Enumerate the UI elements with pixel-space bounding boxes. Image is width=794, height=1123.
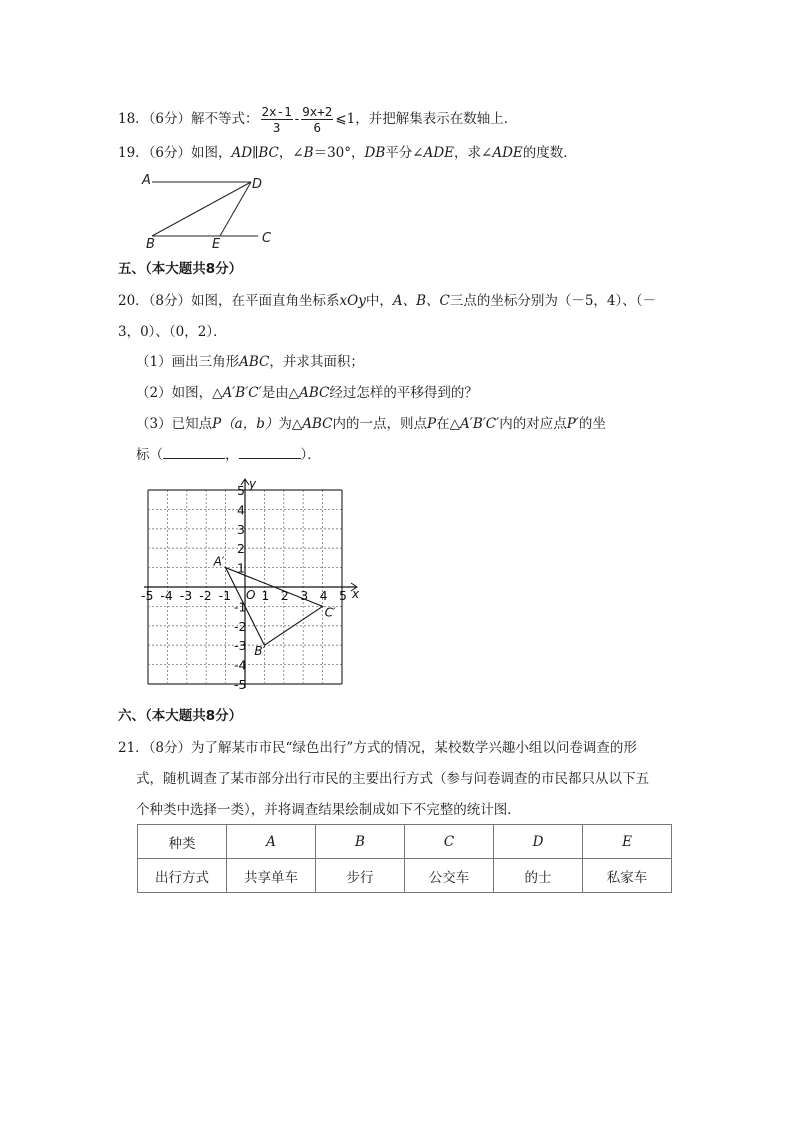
x-axis-label: x <box>352 587 360 601</box>
q20-abc: ABC <box>302 416 333 432</box>
x-tick-label: 1 <box>261 588 270 603</box>
point-label-a: A <box>142 173 151 188</box>
q20-text: （1）画出三角形 <box>136 354 240 370</box>
q20-text: 标（ <box>136 447 163 463</box>
q18-leq: ⩽1 <box>335 111 356 127</box>
q18-prefix: 18．（6分）解不等式： <box>118 111 259 127</box>
q20-text: 在△ <box>436 416 460 432</box>
q20-abc: ABC <box>299 385 330 401</box>
q20-part-3-answer <box>136 445 321 465</box>
coordinate-grid <box>140 478 362 692</box>
table-cell: 步行 <box>316 859 405 893</box>
y-tick-label: -5 <box>234 677 247 692</box>
x-tick-label: 2 <box>280 588 289 603</box>
fraction-2-denominator: 6 <box>313 120 322 135</box>
table-cell: E <box>583 825 672 859</box>
y-tick-label: 5 <box>237 483 245 498</box>
table-row <box>138 825 672 859</box>
table-cell: 的士 <box>494 859 583 893</box>
point-label-e: E <box>212 237 221 252</box>
segment-bd <box>152 182 251 236</box>
q20-abc: ABC <box>239 354 270 370</box>
q19-text: 19．（6分）如图， <box>118 145 232 161</box>
q19-angle-b: B <box>303 145 314 161</box>
table-cell: 公交车 <box>405 859 494 893</box>
q18-minus: - <box>294 111 300 127</box>
table-cell: A <box>227 825 316 859</box>
q20-part-3 <box>136 414 606 434</box>
table-cell: 出行方式 <box>138 859 227 893</box>
fraction-1-numerator: 2x-1 <box>261 104 292 119</box>
y-tick-label: -1 <box>234 599 247 615</box>
q20-p-prime: P′ <box>566 416 579 432</box>
fraction-1-denominator: 3 <box>272 120 281 135</box>
question-21-line-1: 21．（8分）为了解某市市民“绿色出行”方式的情况，某校数学兴趣小组以问卷调查的形 <box>118 740 637 756</box>
x-tick-label: -5 <box>141 588 154 603</box>
q19-parallel: AD∥BC <box>231 145 279 161</box>
q20-text: 为△ <box>278 416 303 432</box>
q20-point-p: P（a，b） <box>212 416 279 432</box>
q19-ade: ADE <box>492 145 523 161</box>
fraction-2-numerator: 9x+2 <box>302 104 333 119</box>
question-21-line-2: 式，随机调查了某市部分出行市民的主要出行方式（参与问卷调查的市民都只从以下五 <box>136 771 649 787</box>
y-tick-label: 3 <box>237 521 245 537</box>
q20-text: ）． <box>300 447 321 463</box>
answer-blank-2[interactable] <box>239 446 301 459</box>
fraction-1 <box>261 104 293 135</box>
q19-text: 平分∠ <box>385 145 424 161</box>
vertex-label: C′ <box>324 605 336 620</box>
q20-text: 20．（8分）如图，在平面直角坐标系 <box>118 293 340 309</box>
y-tick-label: -2 <box>234 618 247 634</box>
fraction-2 <box>301 104 333 135</box>
x-tick-label: -1 <box>218 588 232 603</box>
q20-text: ，并求其面积； <box>269 354 364 370</box>
q20-text: 三点的坐标分别为（－5，4）、（－ <box>449 293 657 309</box>
x-tick-label: 4 <box>319 588 328 603</box>
q19-text: ，求∠ <box>454 145 493 161</box>
question-18 <box>118 104 517 135</box>
q20-text: 内的一点，则点 <box>332 416 428 432</box>
point-label-b: B <box>146 237 155 252</box>
q20-points: A、B、C <box>392 293 450 309</box>
x-tick-label: -4 <box>160 588 173 603</box>
q20-text: 的坐 <box>578 416 606 432</box>
q20-part-2 <box>136 383 478 403</box>
vertex-label: A′ <box>213 554 225 569</box>
section-5-heading: 五、（本大题共8分） <box>118 261 243 277</box>
y-axis-label: y <box>249 478 257 491</box>
y-tick-label: 2 <box>237 541 245 557</box>
y-tick-label: -3 <box>234 638 247 654</box>
section-6-heading: 六、（本大题共8分） <box>118 708 243 724</box>
q19-text: ，∠ <box>278 145 304 161</box>
q19-ade: ADE <box>423 145 455 161</box>
vertex-label: B′ <box>254 644 266 659</box>
q20-text: 经过怎样的平移得到的？ <box>329 385 478 401</box>
q20-text: （3）已知点 <box>136 416 213 432</box>
q20-text: 中， <box>365 293 393 309</box>
q20-text: 内的对应点 <box>499 416 567 432</box>
q20-text: ， <box>225 447 239 463</box>
table-row <box>138 859 672 893</box>
q20-part-1 <box>136 352 364 372</box>
q20-text: （2）如图，△ <box>136 385 223 401</box>
q18-suffix: ，并把解集表示在数轴上． <box>355 111 518 127</box>
q19-figure <box>136 168 286 252</box>
table-cell: 种类 <box>138 825 227 859</box>
question-20-line-1 <box>118 291 656 311</box>
q20-text: 是由△ <box>261 385 300 401</box>
q20-abc-prime: A′B′C′ <box>460 416 500 432</box>
travel-mode-table <box>137 824 672 893</box>
q19-text: 的度数． <box>522 145 577 161</box>
answer-blank-1[interactable] <box>163 446 225 459</box>
question-19 <box>118 143 577 163</box>
q19-db: DB <box>364 145 386 161</box>
q20-p: P <box>427 416 437 432</box>
q20-abc-prime: A′B′C′ <box>222 385 262 401</box>
y-tick-label: 1 <box>237 560 245 576</box>
question-20-line-2: 3，0）、（0，2）． <box>118 324 227 340</box>
q20-xoy: xOy <box>339 293 366 309</box>
y-tick-label: 4 <box>237 502 245 518</box>
x-tick-label: 5 <box>339 588 347 603</box>
x-tick-label: -3 <box>179 588 193 603</box>
table-cell: 私家车 <box>583 859 672 893</box>
table-cell: 共享单车 <box>227 859 316 893</box>
x-tick-label: 3 <box>300 588 309 603</box>
table-cell: B <box>316 825 405 859</box>
point-label-d: D <box>252 177 263 192</box>
point-label-c: C <box>262 231 272 246</box>
table-cell: C <box>405 825 494 859</box>
question-21-line-3: 个种类中选择一类），并将调查结果绘制成如下不完整的统计图． <box>136 802 521 818</box>
x-tick-label: -2 <box>199 588 212 603</box>
table-cell: D <box>494 825 583 859</box>
q19-text: ＝30°， <box>313 145 365 161</box>
origin-label: O <box>246 588 256 602</box>
y-tick-label: -4 <box>234 657 247 673</box>
